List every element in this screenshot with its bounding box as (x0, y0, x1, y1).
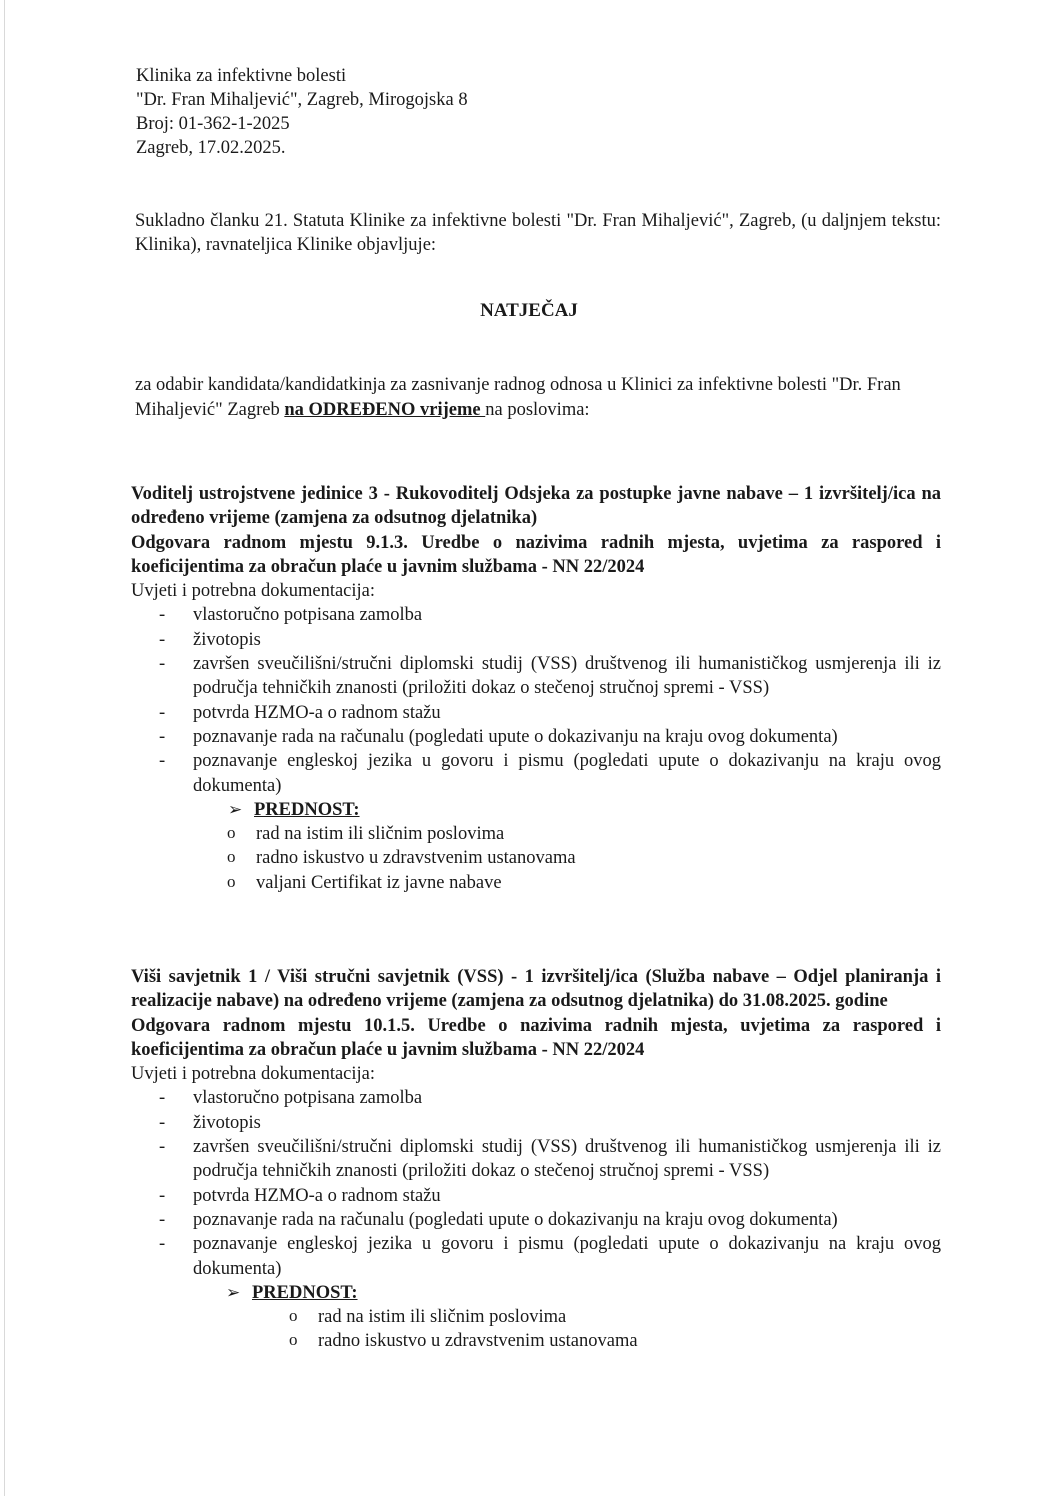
scan-edge-line (4, 0, 5, 1496)
position-section-2 (131, 965, 941, 1354)
list-item: o radno iskustvo u zdravstvenim ustanovama (318, 1329, 941, 1353)
position-reference: Odgovara radnom mjestu 9.1.3. Uredbe o nazivima radnih mjesta, uvjetima za raspored i koeficijentima za obračun plaće u javnim službama - NN 22/2024 (131, 532, 941, 577)
requirements-list (131, 603, 941, 797)
purpose-text-end: na poslovima: (485, 400, 590, 420)
advantages-list (131, 1305, 941, 1354)
list-item: o rad na istim ili sličnim poslovima (318, 1305, 941, 1329)
header-institution: Klinika za infektivne bolesti (136, 66, 347, 86)
advantages-list (131, 822, 941, 895)
list-item: - završen sveučilišni/stručni diplomski studij (VSS) društvenog ili humanističkog usmjerenja ili iz područja tehničkih znanosti (priložiti dokaz o stečenoj stručnoj spremi - VSS) (191, 1135, 941, 1184)
arrow-bullet-icon: ➢ (226, 1282, 241, 1302)
purpose-text: za odabir kandidata/kandidatkinja za zasnivanje radnog odnosa u Klinici za infektivne bolesti "Dr. Fran Mihaljević" Zagreb (135, 375, 901, 420)
advantage-label: PREDNOST: (254, 799, 360, 820)
header-address: "Dr. Fran Mihaljević", Zagreb, Mirogojska 8 (136, 90, 468, 110)
requirements-list (131, 1086, 941, 1280)
position-heading: Viši savjetnik 1 / Viši stručni savjetnik (VSS) - 1 izvršitelj/ica (Služba nabave – Odjel planiranja i realizacije nabave) na određeno vrijeme (zamjena za odsutnog djelatnika) do 31.08.2025. godine (131, 967, 941, 1012)
letter-header (136, 64, 468, 160)
advantage-heading (131, 1281, 941, 1305)
position-section-1 (131, 482, 941, 895)
document-title: NATJEČAJ (480, 300, 578, 321)
list-item: - vlastoručno potpisana zamolba (191, 603, 941, 627)
list-item: o rad na istim ili sličnim poslovima (256, 822, 941, 846)
header-reference-number: Broj: 01-362-1-2025 (136, 114, 290, 134)
position-reference: Odgovara radnom mjestu 10.1.5. Uredbe o nazivima radnih mjesta, uvjetima za raspored i koeficijentima za obračun plaće u javnim službama - NN 22/2024 (131, 1015, 941, 1060)
purpose-paragraph (135, 373, 941, 423)
list-item: - poznavanje rada na računalu (pogledati upute o dokazivanju na kraju ovog dokumenta) (191, 1208, 941, 1232)
intro-paragraph: Sukladno članku 21. Statuta Klinike za infektivne bolesti "Dr. Fran Mihaljević", Zagreb, (u daljnjem tekstu: Klinika), ravnateljica Klinike objavljuje: (135, 211, 941, 255)
list-item: - životopis (191, 1111, 941, 1135)
list-item: - potvrda HZMO-a o radnom stažu (191, 1184, 941, 1208)
list-item: - završen sveučilišni/stručni diplomski studij (VSS) društvenog ili humanističkog usmjerenja ili iz područja tehničkih znanosti (priložiti dokaz o stečenoj stručnoj spremi - VSS) (191, 652, 941, 701)
requirements-label: Uvjeti i potrebna dokumentacija: (131, 1064, 376, 1085)
list-item: o radno iskustvo u zdravstvenim ustanovama (256, 846, 941, 870)
list-item: - životopis (191, 628, 941, 652)
list-item: - poznavanje engleskoj jezika u govoru i pismu (pogledati upute o dokazivanju na kraju ovog dokumenta) (191, 749, 941, 798)
list-item: - poznavanje rada na računalu (pogledati upute o dokazivanju na kraju ovog dokumenta) (191, 725, 941, 749)
list-item: o valjani Certifikat iz javne nabave (256, 871, 941, 895)
list-item: - potvrda HZMO-a o radnom stažu (191, 701, 941, 725)
position-heading: Voditelj ustrojstvene jedinice 3 - Rukovoditelj Odsjeka za postupke javne nabave – 1 izvršitelj/ica na određeno vrijeme (zamjena za odsutnog djelatnika) (131, 484, 941, 529)
requirements-label: Uvjeti i potrebna dokumentacija: (131, 581, 376, 602)
list-item: - vlastoručno potpisana zamolba (191, 1086, 941, 1110)
advantage-label: PREDNOST: (252, 1282, 358, 1303)
advantage-heading (131, 798, 941, 822)
purpose-highlight: na ODREĐENO vrijeme (284, 400, 486, 420)
list-item: - poznavanje engleskoj jezika u govoru i pismu (pogledati upute o dokazivanju na kraju ovog dokumenta) (191, 1232, 941, 1281)
header-date: Zagreb, 17.02.2025. (136, 138, 286, 158)
arrow-bullet-icon: ➢ (228, 799, 243, 819)
